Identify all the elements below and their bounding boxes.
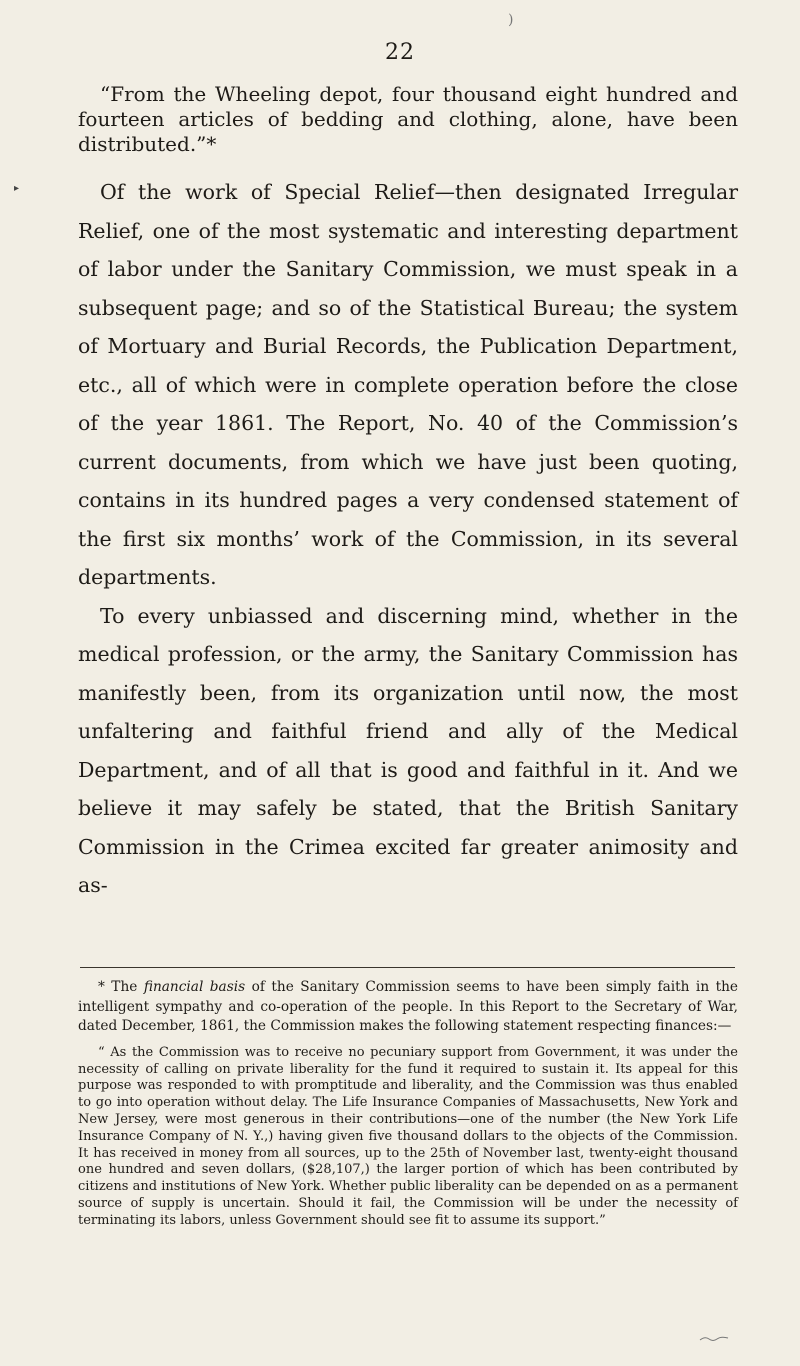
footnote [78,978,738,1230]
page-number: 22 [385,40,415,65]
ink-squiggle-icon [699,1335,729,1343]
footnote-divider [80,967,735,968]
main-text [78,82,738,905]
footnote-emphasis: financial basis [143,979,246,995]
footnote-marker: * [98,979,105,995]
footnote-intro: * The financial basis of the Sanitary Commission seems to have been simply faith in the intelligent sympathy and co-operation of the people. In this Report to the Secretary of War, dated December, 1861, the Commission makes the following statement respecting finances:— [78,979,739,1035]
paragraph-special-relief: Of the work of Special Relief—then designated Irregular Relief, one of the most systematic and interesting department of labor under the Sanitary Commission, we must speak in a subsequent page; and so of the Statistical Bureau; the system of Mortuary and Burial Records, the Publication Department, etc., all of which were in complete operation before the close of the year 1861. The Report, No. 40 of the Commission’s current documents, from which we have just been quoting, contains in its hundred pages a very condensed statement of the first six months’ work of the Commission, in its several departments. [78,180,738,589]
paragraph-quote: “From the Wheeling depot, four thousand eight hundred and fourteen articles of bedding and clothing, alone, have been distributed.”* [78,82,738,156]
footnote-quote: “ As the Commission was to receive no pecuniary support from Government, it was under the necessity of calling on private liberality for the fund it required to sustain it. Its appeal for this purpose was responded to with promptitude and liberality, and the Commission was thus enabled to go into operation without delay. The Life Insurance Companies of Massachusetts, New York and New Jersey, were most generous in their contributions—one of the number (the New York Life Insurance Company of N. Y.,) having given five thousand dollars to the objects of the Commission. It has received in money from all sources, up to the 25th of November last, twenty-eight thousand one hundred and seven dollars, ($28,107,) the larger portion of which has been contributed by citizens and institutions of New York. Whether public liberality can be depended on as a permanent source of supply is uncertain. Should it fail, the Commission will be under the necessity of terminating its labors, unless Government should see fit to assume its support.” [78,1044,738,1228]
margin-arrow-icon: ▸ [14,183,20,194]
stray-mark: ) [508,12,514,28]
paragraph-medical-department: To every unbiassed and discerning mind, whether in the medical profession, or the army, the Sanitary Commission has manifestly been, from its organization until now, the most unfaltering and faithful friend and ally of the Medical Department, and of all that is good and faithful in it. And we believe it may safely be stated, that the British Sanitary Commission in the Crimea excited far greater animosity and as- [78,603,738,897]
